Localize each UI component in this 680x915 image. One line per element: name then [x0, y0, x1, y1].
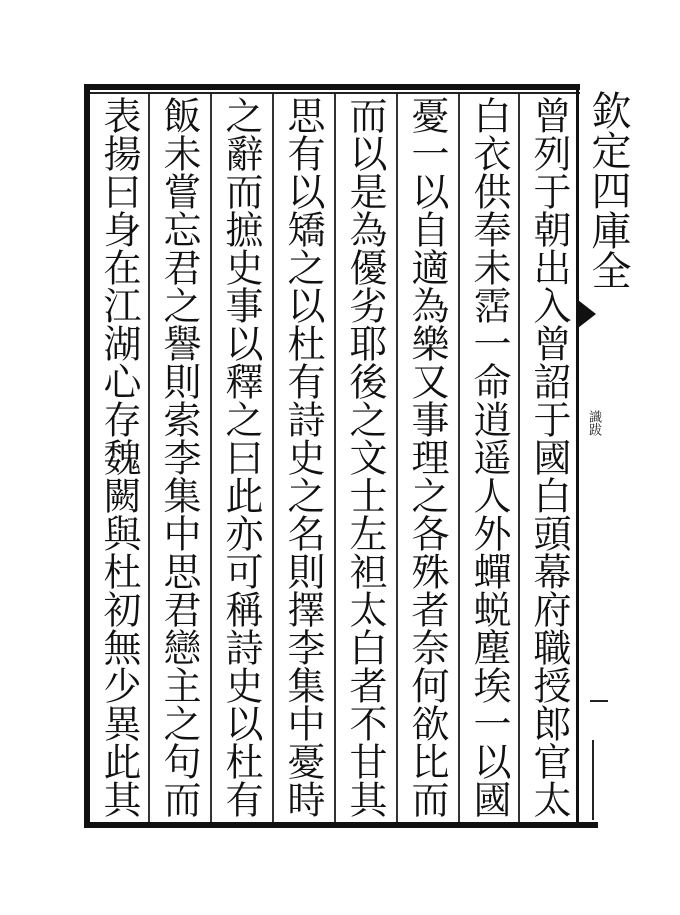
- frame-bottom-border: [86, 822, 598, 828]
- text-column-4: 而以是為優劣耶後之文士左袒太白者不甘其: [343, 96, 387, 818]
- fishtail-mark: [578, 300, 596, 328]
- book-title-margin: 欽定四庫全: [585, 90, 631, 290]
- text-column-5: 思有以矯之以杜有詩史之名則擇李集中憂時: [281, 96, 325, 818]
- text-column-6: 之辭而摭史事以釋之曰此亦可稱詩史以杜有: [219, 96, 263, 818]
- text-column-2: 白衣供奉未霑一命逍遥人外蟬蜕塵埃一以國: [467, 96, 511, 818]
- section-label-margin: 識跋: [586, 410, 601, 436]
- text-column-1: 曾列于朝出入曾詔于國白頭幕府職授郎官太: [527, 96, 571, 818]
- frame-top-border: [86, 84, 580, 90]
- margin-mark: [590, 700, 608, 702]
- text-column-7: 飯未嘗忘君之譽則索李集中思君戀主之句而: [157, 96, 201, 818]
- frame-top-inner-border: [86, 92, 580, 94]
- margin-line: [592, 740, 594, 820]
- text-column-8: 表揚曰身在江湖心存魏闕與杜初無少異此其: [97, 96, 141, 818]
- text-column-3: 憂一以自適為樂又事理之各殊者奈何欲比而: [405, 96, 449, 818]
